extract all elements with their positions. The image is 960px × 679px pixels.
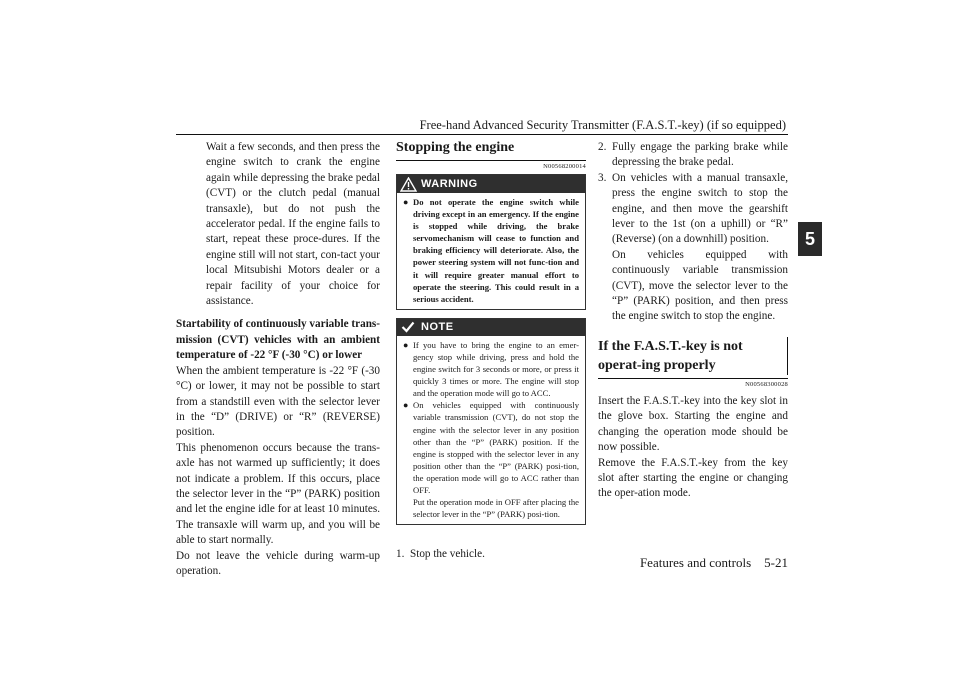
- step-number: 1.: [396, 548, 405, 561]
- note-item: [403, 339, 579, 399]
- warning-label: WARNING: [421, 178, 478, 190]
- header-divider: [176, 134, 788, 135]
- note-label: NOTE: [421, 321, 454, 334]
- warning-triangle-icon: [397, 177, 419, 192]
- step-text: Fully engage the parking brake while depressing the brake pedal.: [612, 141, 788, 169]
- warning-text-row: [397, 193, 585, 309]
- section-title-rule: [396, 160, 586, 161]
- warning-box: [396, 174, 586, 310]
- left-column: [176, 140, 380, 579]
- middle-column: [396, 140, 586, 563]
- note-box: [396, 318, 586, 525]
- fast-key-not-operating-title: If the F.A.S.T.-key is not operat-ing properly: [598, 337, 788, 375]
- cvt-startability-subheading: Startability of continuously variable trans-mission (CVT) vehicles with an ambient temperature of -22 °F (-30 °C) or lower: [176, 318, 380, 362]
- note-item: [403, 399, 579, 520]
- bullet-icon: ●: [403, 400, 409, 411]
- fast-key-section-code: N00568300028: [745, 380, 788, 388]
- step-text: Stop the vehicle.: [410, 548, 485, 561]
- note-body: [397, 336, 585, 524]
- page-footer: [560, 555, 788, 571]
- note-item-text: On vehicles equipped with continuously variable transmission (CVT), do not stop the engine with the selector lever in any position other than the “P” (PARK) position. If the engine is stopped with the selector lever in any position other than the “P” (PARK) posi-tion, the operation mode will go to ACC rather than OFF. Put the operation mode in OFF after placing the selector lever in the “P” (PARK) posi-tion.: [413, 400, 579, 520]
- bullet-icon: ●: [403, 197, 409, 207]
- bullet-icon: ●: [403, 339, 409, 350]
- warning-text: Do not operate the engine switch while driving except in an emergency. If the engine is stopped while driving, the brake servomechanism will cease to function and braking efficiency will deteriorate. Also, the power steering system will not func-tion and it will require greater manual effort to operate the steering. This could result in a serious accident.: [413, 197, 579, 304]
- note-item-text: If you have to bring the engine to an emer-gency stop while driving, press and hold the engine switch for 3 seconds or more, or press it quickly 3 times or more. The engine will stop and the operation mode will go to ACC.: [413, 339, 579, 399]
- checkmark-icon: [397, 321, 419, 333]
- warning-header: [397, 175, 585, 193]
- page-number: 5-21: [764, 555, 788, 570]
- step-2: [598, 140, 788, 171]
- section-title-rule: [598, 378, 788, 379]
- chapter-tab: 5: [798, 222, 822, 256]
- cvt-startability-body: When the ambient temperature is -22 °F (-30 °C) or lower, it may not be possible to start from a standstill even with the selector lever in the “D” (DRIVE) or “R” (REVERSE) position. This phenomenon occurs because the trans-axle has not warmed up sufficiently; it does not indicate a problem. If this occurs, place the selector lever in the “P” (PARK) position and let the engine idle for at least 10 minutes. The transaxle will warm up, and you will be able to start normally. Do not leave the vehicle during warm-up operation.: [176, 364, 380, 577]
- step-number: 3.: [598, 171, 607, 184]
- step-number: 2.: [598, 141, 607, 153]
- left-intro-paragraph: Wait a few seconds, and then press the engine switch to crank the engine again while depressing the brake pedal (CVT) or the clutch pedal (manual transaxle), but do not push the accelerator pedal. If the engine fails to start, repeat these proce-dures. If the engine still will not start, con-tact your local Mitsubishi Motors dealer or a repair facility of your choice for assistance.: [206, 141, 380, 308]
- note-header: [397, 319, 585, 336]
- step-text: On vehicles with a manual transaxle, press the engine switch to stop the engine, and then move the gearshift lever to the 1st (on a uphill) or “R” (Reverse) (on a downhill) position. On vehicles equipped with continuously variable transmission (CVT), move the selector lever to the “P” (PARK) position, and then press the engine switch to stop the engine.: [612, 171, 788, 323]
- page-header-title: Free-hand Advanced Security Transmitter (F.A.S.T.-key) (if so equipped): [419, 118, 786, 132]
- stopping-engine-title: Stopping the engine: [396, 140, 515, 155]
- footer-section-label: Features and controls: [639, 555, 752, 570]
- step-1: [396, 547, 586, 562]
- step-3: [598, 171, 788, 325]
- right-column: [598, 140, 788, 502]
- stopping-engine-code: N00568200014: [543, 163, 586, 170]
- fast-key-body: Insert the F.A.S.T.-key into the key slot in the glove box. Starting the engine and changing the operation mode should be now possible. Remove the F.A.S.T.-key from the key slot after starting the engine or changing the oper-ation mode.: [598, 394, 788, 500]
